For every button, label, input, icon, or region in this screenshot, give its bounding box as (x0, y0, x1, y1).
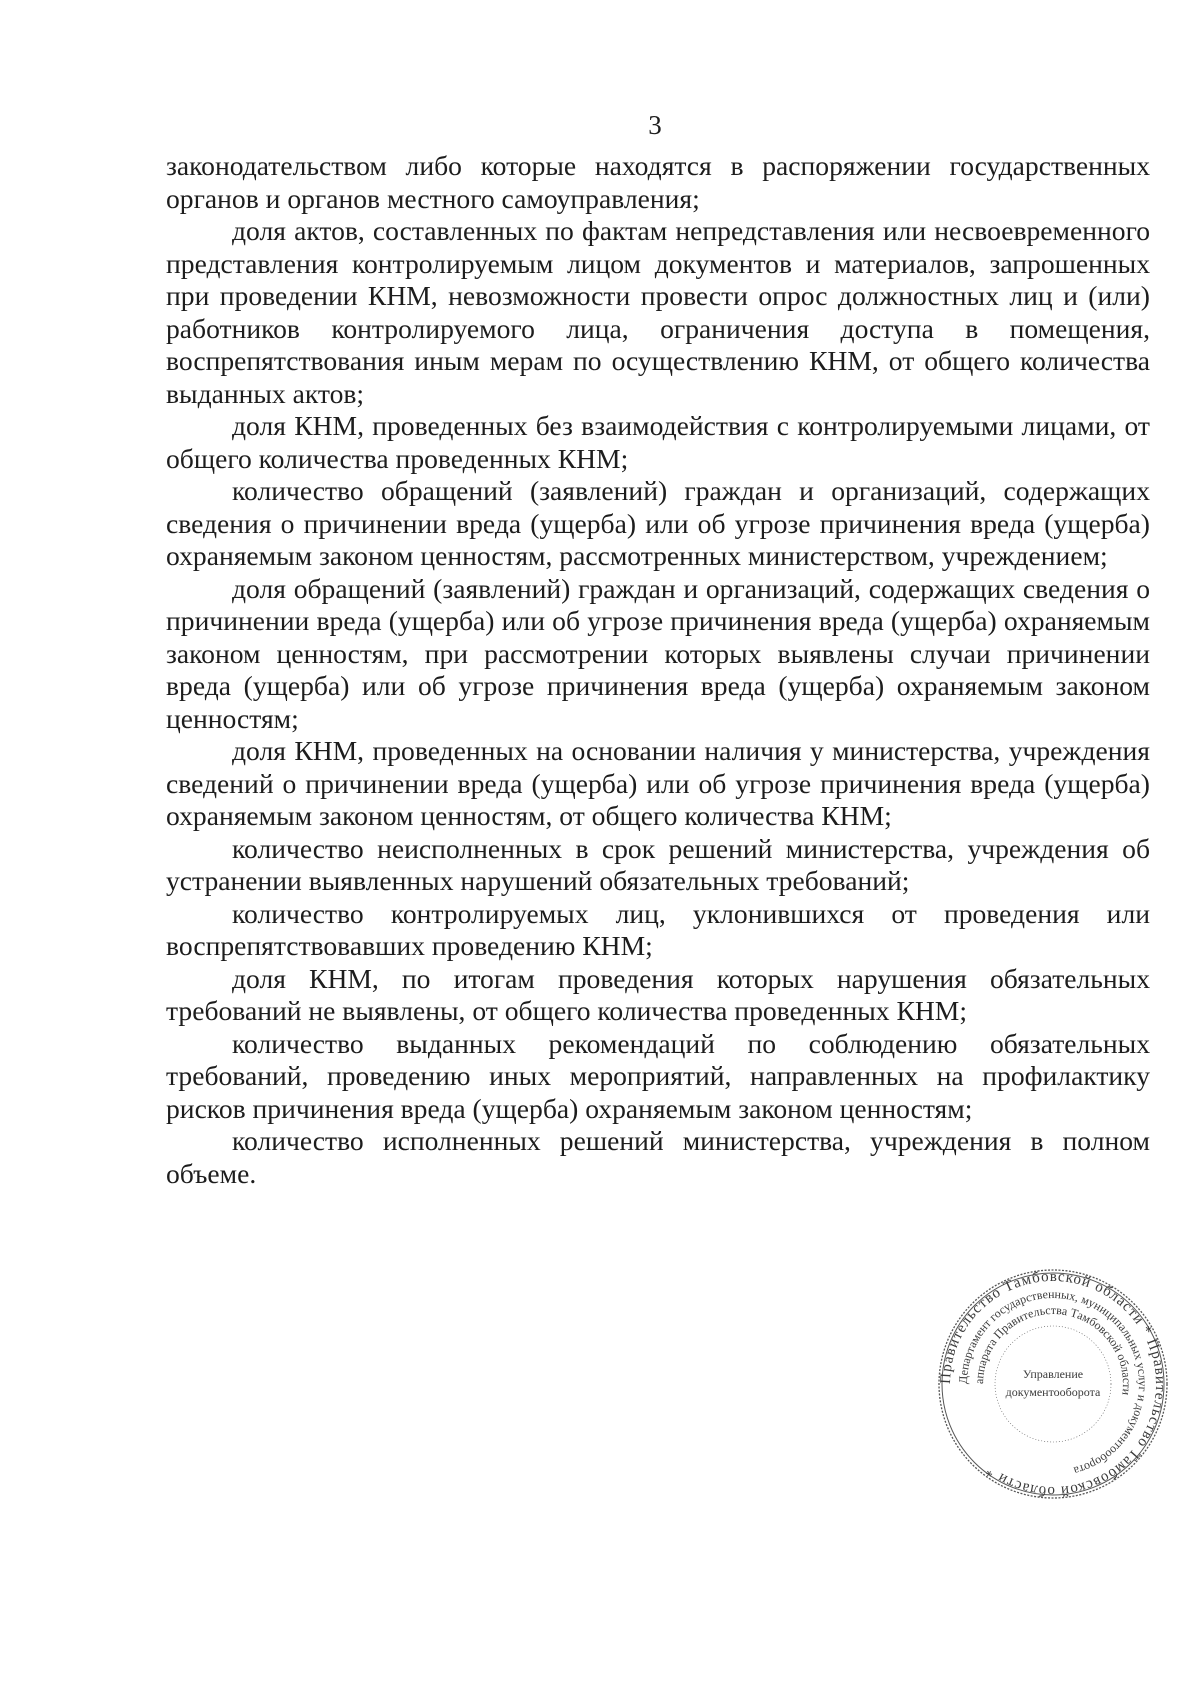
stamp-seal-icon (937, 1268, 1169, 1500)
paragraph: доля КНМ, проведенных на основании наличия у министерства, учреждения сведений о причинении вреда (ущерба) или об угрозе причинения вреда (ущерба) охраняемым законом ценностям, от общего количества КНМ; (166, 735, 1150, 831)
page-number: 3 (648, 110, 662, 140)
paragraph: доля КНМ, по итогам проведения которых нарушения обязательных требований не выявлены, от общего количества проведенных КНМ; (166, 962, 1150, 1026)
paragraph-continuation: законодательством либо которые находятся в распоряжении государственных органов и органов местного самоуправления; (166, 150, 1150, 214)
paragraph: доля КНМ, проведенных без взаимодействия с контролируемыми лицами, от общего количества проведенных КНМ; (166, 410, 1150, 474)
paragraph: доля обращений (заявлений) граждан и организаций, содержащих сведения о причинении вреда (ущерба) или об угрозе причинения вреда (ущерба) охраняемым законом ценностям, при рассмотрении которых выявлены случаи причинении вреда (ущерба) или об угрозе причинения вреда (ущерба) охраняемым законом ценностям; (166, 572, 1150, 734)
document-body (166, 150, 1150, 1190)
paragraph: количество исполненных решений министерства, учреждения в полном объеме. (166, 1125, 1150, 1189)
official-stamp (937, 1268, 1169, 1500)
paragraph: количество обращений (заявлений) граждан и организаций, содержащих сведения о причинении вреда (ущерба) или об угрозе причинения вреда (ущерба) охраняемым законом ценностям, рассмотренных министерством, учреждением; (166, 475, 1150, 571)
stamp-center-line2: документооборота (1005, 1385, 1101, 1399)
stamp-outer-text: Правительство Тамбовской области * Правительство Тамбовской области * (937, 1268, 1169, 1500)
paragraph: доля актов, составленных по фактам непредставления или несвоевременного представления контролируемым лицом документов и материалов, запрошенных при проведении КНМ, невозможности провести опрос должностных лиц и (или) работников контролируемого лица, ограничения доступа в помещения, воспрепятствования иным мерам по осуществлению КНМ, от общего количества выданных актов; (166, 215, 1150, 409)
stamp-inner-text: аппарата Правительства Тамбовской области (971, 1302, 1135, 1396)
paragraph: количество неисполненных в срок решений министерства, учреждения об устранении выявленных нарушений обязательных требований; (166, 832, 1150, 896)
stamp-center-line1: Управление (1022, 1367, 1084, 1381)
paragraph: количество выданных рекомендаций по соблюдению обязательных требований, проведению иных мероприятий, направленных на профилактику рисков причинения вреда (ущерба) охраняемым законом ценностям; (166, 1027, 1150, 1124)
paragraph: количество контролируемых лиц, уклонившихся от проведения или воспрепятствовавших проведению КНМ; (166, 897, 1150, 961)
stamp-middle-text: Департамент государственных, муниципальных услуг и документооборота (955, 1286, 1151, 1479)
